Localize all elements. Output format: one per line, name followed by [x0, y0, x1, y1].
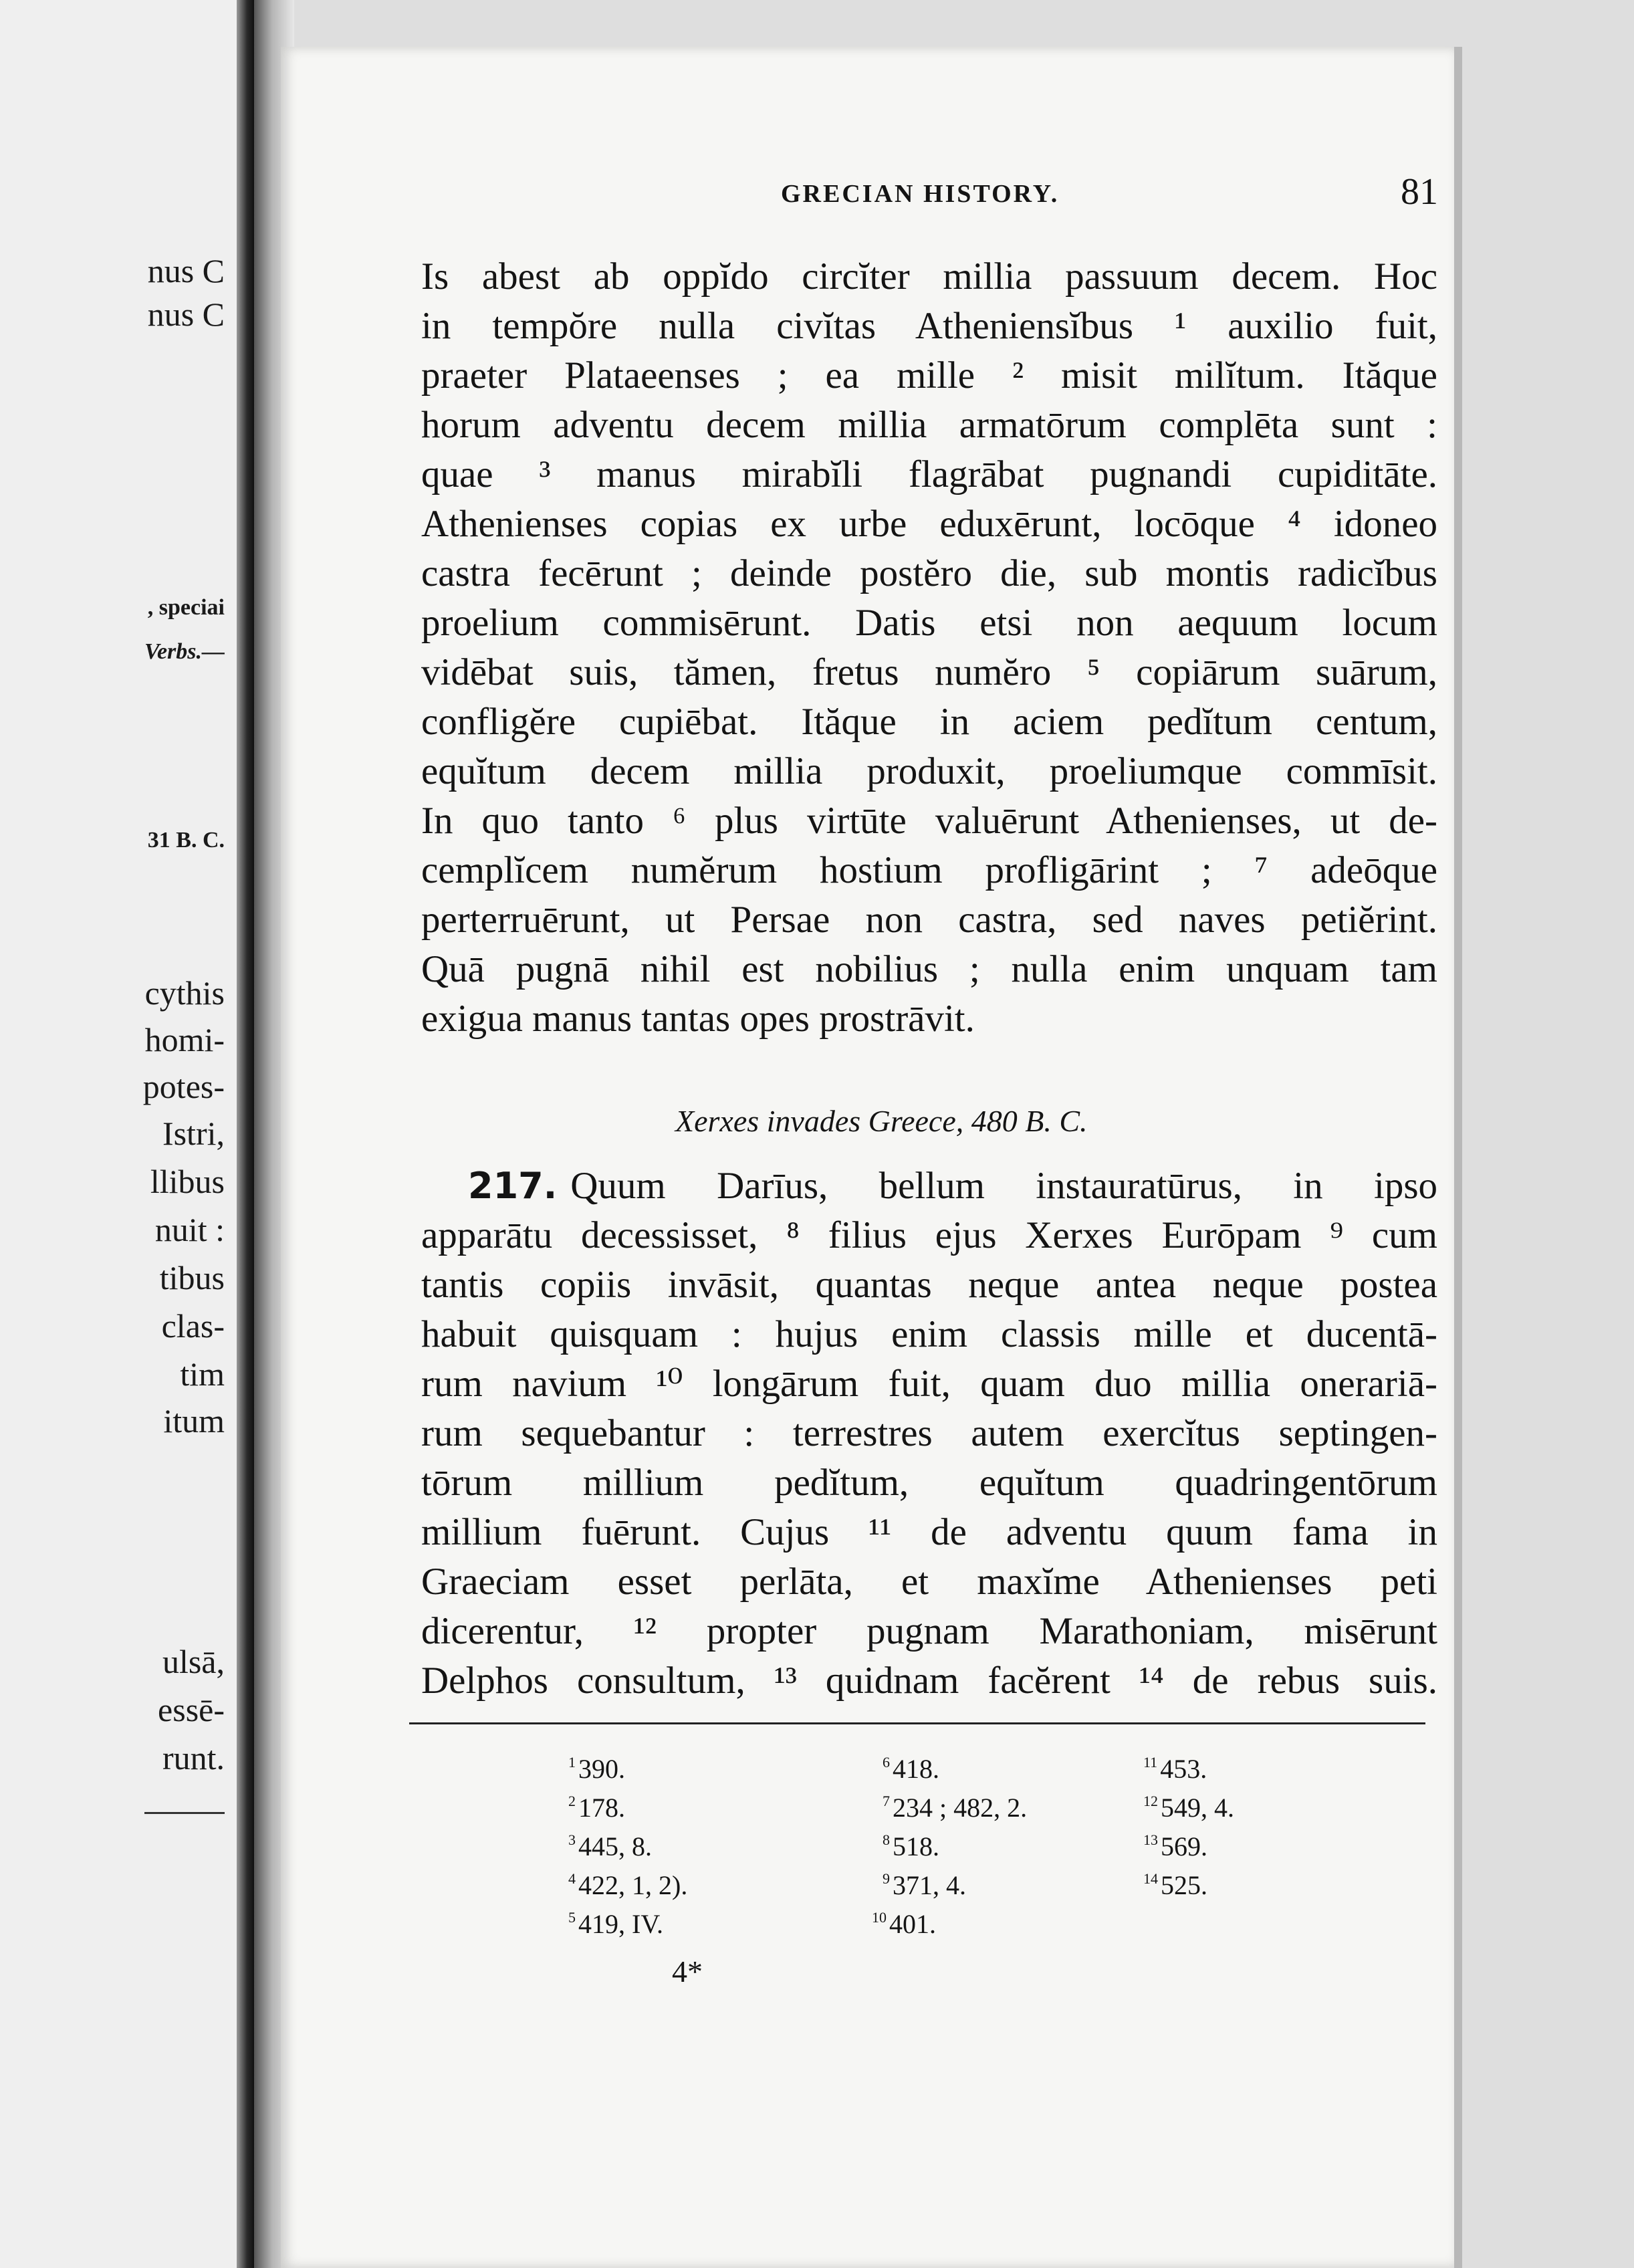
text-line: Athenienses copias ex urbe eduxērunt, locōque ⁴ idoneo: [421, 503, 1437, 545]
footnote: $^{14}$ 525.: [1143, 1870, 1207, 1900]
left-fragment: homi-: [144, 1021, 225, 1058]
paragraph-number: 217.: [468, 1165, 558, 1207]
footnote: $^{10}$ 401.: [872, 1909, 936, 1939]
text-line: Graeciam esset perlāta, et maxĭme Athenienses peti: [421, 1561, 1437, 1603]
text-line: castra fecērunt ; deinde postĕro die, sub montis radicĭbus: [421, 552, 1437, 594]
text-line: equĭtum decem millia produxit, proeliumque commīsit.: [421, 750, 1437, 792]
left-fragment: Istri,: [162, 1115, 225, 1152]
running-head: GRECIAN HISTORY.: [781, 180, 1060, 208]
text-line: apparātu decessisset, ⁸ filius ejus Xerxes Eurōpam ⁹ cum: [421, 1214, 1437, 1256]
footnote: $^6$ 418.: [883, 1754, 939, 1784]
text-line: Is abest ab oppĭdo circĭter millia passuum decem. Hoc: [421, 255, 1437, 298]
left-page-rule: [144, 1812, 225, 1814]
left-fragment: tim: [180, 1355, 225, 1393]
footnote: $^4$ 422, 1, 2).: [568, 1870, 688, 1900]
page-number: 81: [1401, 171, 1438, 213]
left-page-edge: [237, 0, 254, 2268]
text-line: rum navium ¹⁰ longārum fuit, quam duo millia onerariā-: [421, 1363, 1437, 1405]
left-fragment: nus C: [147, 252, 225, 290]
left-fragment: llibus: [150, 1163, 225, 1200]
text-line: Quā pugnā nihil est nobilius ; nulla enim unquam tam: [421, 948, 1437, 990]
text-line-first: [468, 1167, 1437, 1205]
footnote: $^9$ 371, 4.: [883, 1870, 966, 1900]
text-line: dicerentur, ¹² propter pugnam Marathoniam, misērunt: [421, 1610, 1437, 1652]
text-line: confligĕre cupiēbat. Ităque in aciem pedĭtum centum,: [421, 701, 1437, 743]
text-line: cemplĭcem numĕrum hostium profligārint ; ⁷ adeōque: [421, 849, 1437, 891]
text-line: Quum Darīus, bellum instauratūrus, in ipso: [570, 1165, 1437, 1207]
footnote: $^2$ 178.: [568, 1793, 625, 1823]
text-line: rum sequebantur : terrestres autem exercĭtus septingen-: [421, 1412, 1437, 1454]
left-fragment: clas-: [161, 1307, 225, 1345]
text-line: In quo tanto ⁶ plus virtūte valuērunt Athenienses, ut de-: [421, 800, 1437, 842]
left-fragment: nus C: [147, 296, 225, 333]
text-line: millium fuērunt. Cujus ¹¹ de adventu quum fama in: [421, 1511, 1437, 1553]
left-fragment: nuit :: [154, 1211, 225, 1248]
left-fragment: itum: [163, 1402, 225, 1440]
signature-mark: 4*: [672, 1954, 703, 1989]
text-line: exigua manus tantas opes prostrāvit.: [421, 998, 975, 1040]
text-line: quae ³ manus mirabĭli flagrābat pugnandi cupiditāte.: [421, 453, 1437, 495]
footnote: $^{13}$ 569.: [1143, 1831, 1207, 1861]
footnote: $^3$ 445, 8.: [568, 1831, 652, 1861]
section-heading: Xerxes invades Greece, 480 B. C.: [675, 1104, 1088, 1138]
left-fragment: runt.: [162, 1739, 225, 1777]
left-fragment: cythis: [144, 974, 225, 1012]
text-line: habuit quisquam : hujus enim classis mille et ducentā-: [421, 1313, 1437, 1355]
footnote: $^{12}$ 549, 4.: [1143, 1793, 1234, 1823]
text-line: praeter Plataeenses ; ea mille ² misit milĭtum. Ităque: [421, 354, 1437, 396]
footnote: $^1$ 390.: [568, 1754, 625, 1784]
text-line: proelium commisērunt. Datis etsi non aequum locum: [421, 602, 1437, 644]
text-line: horum adventu decem millia armatōrum complēta sunt :: [421, 404, 1437, 446]
text-line: tōrum millium pedĭtum, equĭtum quadringentōrum: [421, 1462, 1437, 1504]
left-fragment: Verbs.—: [144, 639, 225, 664]
text-line: tantis copiis invāsit, quantas neque antea neque postea: [421, 1264, 1437, 1306]
text-line: vidēbat suis, tămen, fretus numĕro ⁵ copiārum suārum,: [421, 651, 1437, 693]
left-fragment: 31 B. C.: [147, 828, 225, 853]
left-fragment: potes-: [142, 1068, 225, 1105]
left-fragment: essē-: [158, 1691, 225, 1728]
footnote-rule: [409, 1722, 1425, 1724]
footnote: $^{11}$ 453.: [1143, 1754, 1207, 1784]
page-edge: [1454, 47, 1462, 2268]
footnote: $^7$ 234 ; 482, 2.: [883, 1793, 1028, 1823]
text-line: Delphos consultum, ¹³ quidnam facĕrent ¹⁴ de rebus suis.: [421, 1660, 1437, 1702]
footnote: $^8$ 518.: [883, 1831, 939, 1861]
left-fragment: ulsā,: [162, 1643, 225, 1680]
left-page-fragment: [0, 0, 254, 2268]
text-line: perterruērunt, ut Persae non castra, sed naves petiĕrint.: [421, 899, 1437, 941]
footnote: $^5$ 419, IV.: [568, 1909, 664, 1939]
text-line: in tempŏre nulla civĭtas Atheniensĭbus ¹ auxilio fuit,: [421, 305, 1437, 347]
left-fragment: tibus: [159, 1259, 225, 1296]
left-fragment: , speciai: [147, 595, 225, 620]
